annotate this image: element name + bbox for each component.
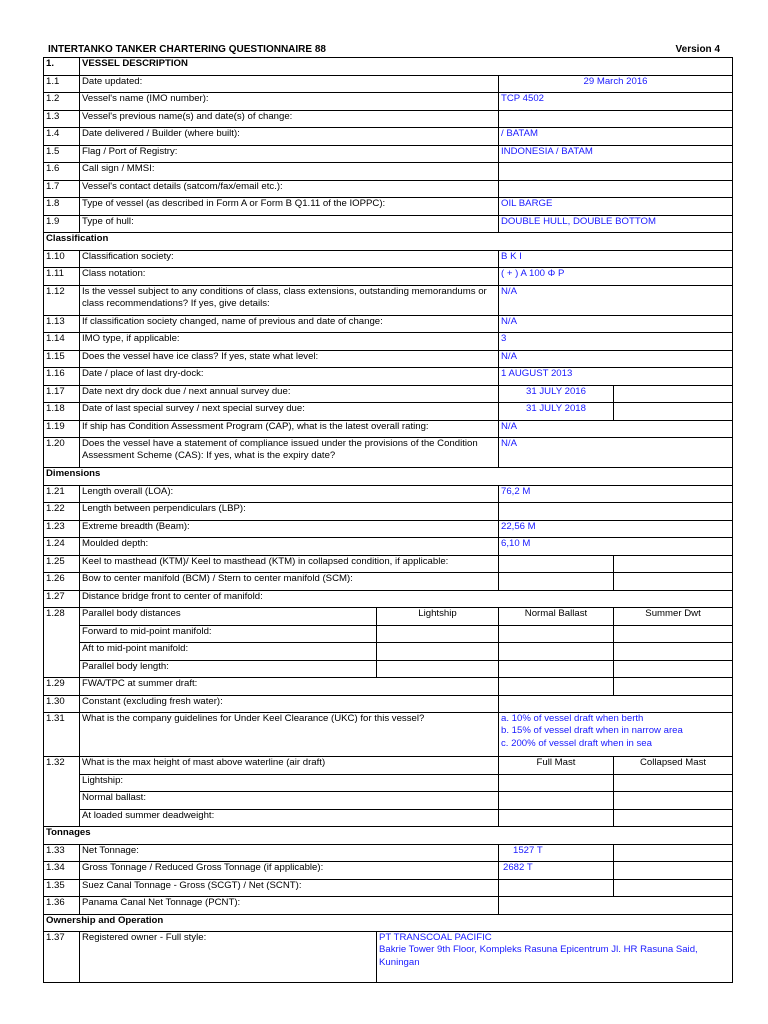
row-question: Type of hull: <box>80 215 499 233</box>
row-number: 1.13 <box>44 315 80 333</box>
row-answer[interactable]: B K I <box>499 250 733 268</box>
row-number: 1.16 <box>44 368 80 386</box>
row-number: 1.7 <box>44 180 80 198</box>
row-question: Panama Canal Net Tonnage (PCNT): <box>80 897 499 915</box>
table-row <box>44 590 733 608</box>
classification-heading: Classification <box>44 233 733 251</box>
row-number: 1.21 <box>44 485 80 503</box>
row-answer[interactable] <box>377 660 499 678</box>
row-question: What is the company guidelines for Under Keel Clearance (UKC) for this vessel? <box>80 713 499 757</box>
table-row <box>44 774 733 792</box>
row-number: 1.31 <box>44 713 80 757</box>
row-answer[interactable]: 31 JULY 2016 <box>499 385 614 403</box>
row-question: Class notation: <box>80 268 499 286</box>
row-question: Does the vessel have a statement of compliance issued under the provisions of the Condition Assessment Scheme (CAS): If yes, what is the expiry date? <box>80 438 499 468</box>
row-number: 1.26 <box>44 573 80 591</box>
table-row <box>44 315 733 333</box>
row-answer[interactable] <box>377 643 499 661</box>
row-number: 1.3 <box>44 110 80 128</box>
owner-address-line2: Kuningan <box>379 956 420 968</box>
row-question: Distance bridge front to center of manifold: <box>80 590 733 608</box>
row-answer[interactable]: 2682 T <box>499 862 614 880</box>
row-question: Parallel body length: <box>80 660 377 678</box>
row-question: Date next dry dock due / next annual survey due: <box>80 385 499 403</box>
column-header-normal-ballast: Normal Ballast <box>499 608 614 626</box>
row-question: FWA/TPC at summer draft: <box>80 678 499 696</box>
row-answer[interactable] <box>499 660 614 678</box>
row-answer[interactable]: N/A <box>499 315 733 333</box>
row-question: Length overall (LOA): <box>80 485 499 503</box>
table-row <box>44 93 733 111</box>
row-number: 1.6 <box>44 163 80 181</box>
table-row <box>44 503 733 521</box>
row-number: 1.35 <box>44 879 80 897</box>
table-row <box>44 844 733 862</box>
table-row <box>44 75 733 93</box>
row-question: Length between perpendiculars (LBP): <box>80 503 499 521</box>
row-answer[interactable]: 31 JULY 2018 <box>499 403 614 421</box>
row-answer[interactable] <box>499 774 614 792</box>
row-answer[interactable] <box>499 678 614 696</box>
page-header <box>44 44 720 57</box>
row-number: 1.17 <box>44 385 80 403</box>
row-question: Does the vessel have ice class? If yes, state what level: <box>80 350 499 368</box>
row-answer-secondary[interactable] <box>614 844 733 862</box>
table-row <box>44 792 733 810</box>
table-row <box>44 333 733 351</box>
table-row <box>44 897 733 915</box>
section-title: VESSEL DESCRIPTION <box>80 58 733 76</box>
subsection-header-row <box>44 914 733 932</box>
table-row <box>44 110 733 128</box>
row-answer[interactable] <box>499 695 733 713</box>
row-question: Parallel body distances <box>80 608 377 626</box>
table-row <box>44 485 733 503</box>
row-number: 1.8 <box>44 198 80 216</box>
row-number: 1.25 <box>44 555 80 573</box>
table-row <box>44 555 733 573</box>
owner-answer[interactable] <box>377 932 733 983</box>
row-question: Keel to masthead (KTM)/ Keel to masthead (KTM) in collapsed condition, if applicable: <box>80 555 499 573</box>
table-row <box>44 538 733 556</box>
row-number: 1.37 <box>44 932 80 983</box>
row-answer[interactable] <box>499 897 733 915</box>
table-row <box>44 809 733 827</box>
table-row <box>44 385 733 403</box>
table-row <box>44 660 733 678</box>
row-answer-secondary[interactable] <box>614 862 733 880</box>
ownership-heading: Ownership and Operation <box>44 914 733 932</box>
column-header-collapsed-mast: Collapsed Mast <box>614 757 733 775</box>
row-number: 1.32 <box>44 757 80 827</box>
ukc-line: a. 10% of vessel draft when berth <box>501 713 644 724</box>
table-row <box>44 180 733 198</box>
row-number: 1.22 <box>44 503 80 521</box>
column-header-full-mast: Full Mast <box>499 757 614 775</box>
row-answer[interactable]: 6,10 M <box>499 538 733 556</box>
row-number: 1.33 <box>44 844 80 862</box>
row-number: 1.9 <box>44 215 80 233</box>
row-answer[interactable]: OIL BARGE <box>499 198 733 216</box>
row-answer[interactable] <box>614 792 733 810</box>
row-answer-secondary[interactable] <box>614 573 733 591</box>
row-answer-secondary[interactable] <box>614 555 733 573</box>
owner-name: PT TRANSCOAL PACIFIC <box>379 932 492 943</box>
row-answer[interactable] <box>614 774 733 792</box>
table-row <box>44 420 733 438</box>
table-row <box>44 643 733 661</box>
row-answer[interactable] <box>614 809 733 827</box>
row-question: At loaded summer deadweight: <box>80 809 499 827</box>
row-answer[interactable] <box>614 625 733 643</box>
row-number: 1.29 <box>44 678 80 696</box>
section-header-row <box>44 58 733 76</box>
row-answer[interactable]: 29 March 2016 <box>499 75 733 93</box>
row-number: 1.1 <box>44 75 80 93</box>
row-answer-secondary[interactable] <box>614 385 733 403</box>
table-row <box>44 350 733 368</box>
row-question: Suez Canal Tonnage - Gross (SCGT) / Net (SCNT): <box>80 879 499 897</box>
subsection-header-row <box>44 233 733 251</box>
row-answer[interactable] <box>614 643 733 661</box>
row-number: 1.34 <box>44 862 80 880</box>
row-answer[interactable]: TCP 4502 <box>499 93 733 111</box>
table-row <box>44 879 733 897</box>
table-row <box>44 215 733 233</box>
row-number: 1.18 <box>44 403 80 421</box>
owner-address: Bakrie Tower 9th Floor, Kompleks Rasuna Epicentrum Jl. HR Rasuna Said, <box>379 944 698 956</box>
section-number: 1. <box>44 58 80 76</box>
row-question: Flag / Port of Registry: <box>80 145 499 163</box>
row-question: Is the vessel subject to any conditions of class, class extensions, outstanding memorandums or class recommendations? If yes, give details: <box>80 285 499 315</box>
version-label: Version 4 <box>675 44 720 55</box>
row-answer[interactable]: 22,56 M <box>499 520 733 538</box>
row-number: 1.19 <box>44 420 80 438</box>
row-question: Lightship: <box>80 774 499 792</box>
table-row <box>44 713 733 757</box>
row-answer[interactable]: ( + ) A 100 Φ P <box>499 268 733 286</box>
row-question: Normal ballast: <box>80 792 499 810</box>
row-answer[interactable] <box>499 110 733 128</box>
table-row <box>44 128 733 146</box>
ukc-answer[interactable] <box>499 713 733 757</box>
row-number: 1.27 <box>44 590 80 608</box>
ukc-line: c. 200% of vessel draft when in sea <box>501 737 652 749</box>
row-number: 1.36 <box>44 897 80 915</box>
row-question: Vessel's previous name(s) and date(s) of change: <box>80 110 499 128</box>
row-answer[interactable] <box>499 163 733 181</box>
table-row <box>44 145 733 163</box>
row-answer[interactable] <box>499 792 614 810</box>
subsection-header-row <box>44 827 733 845</box>
table-row <box>44 520 733 538</box>
row-number: 1.5 <box>44 145 80 163</box>
table-row <box>44 368 733 386</box>
table-row <box>44 268 733 286</box>
questionnaire-table <box>43 57 733 983</box>
row-answer[interactable]: 1 AUGUST 2013 <box>499 368 733 386</box>
row-answer[interactable] <box>377 625 499 643</box>
row-answer[interactable]: INDONESIA / BATAM <box>499 145 733 163</box>
row-answer[interactable] <box>499 573 614 591</box>
row-number: 1.10 <box>44 250 80 268</box>
row-answer[interactable]: N/A <box>499 420 733 438</box>
row-number: 1.24 <box>44 538 80 556</box>
table-row <box>44 403 733 421</box>
row-question: Classification society: <box>80 250 499 268</box>
row-question: If ship has Condition Assessment Program (CAP), what is the latest overall rating: <box>80 420 499 438</box>
table-row <box>44 438 733 468</box>
row-answer[interactable] <box>499 809 614 827</box>
row-question: Date updated: <box>80 75 499 93</box>
row-answer[interactable]: N/A <box>499 285 733 315</box>
row-answer[interactable] <box>614 660 733 678</box>
table-row <box>44 862 733 880</box>
row-question: Bow to center manifold (BCM) / Stern to center manifold (SCM): <box>80 573 499 591</box>
row-answer[interactable] <box>499 643 614 661</box>
row-question: Date delivered / Builder (where built): <box>80 128 499 146</box>
row-number: 1.14 <box>44 333 80 351</box>
row-question: Vessel's name (IMO number): <box>80 93 499 111</box>
table-row <box>44 757 733 775</box>
row-answer[interactable]: DOUBLE HULL, DOUBLE BOTTOM <box>499 215 733 233</box>
row-answer[interactable] <box>499 879 614 897</box>
table-row <box>44 695 733 713</box>
column-header-summer-dwt: Summer Dwt <box>614 608 733 626</box>
row-answer[interactable]: / BATAM <box>499 128 733 146</box>
table-row <box>44 163 733 181</box>
row-question: What is the max height of mast above waterline (air draft) <box>80 757 499 775</box>
row-answer[interactable]: 76,2 M <box>499 485 733 503</box>
row-answer-secondary[interactable] <box>614 403 733 421</box>
row-number: 1.30 <box>44 695 80 713</box>
row-number: 1.20 <box>44 438 80 468</box>
row-answer[interactable]: N/A <box>499 350 733 368</box>
tonnages-heading: Tonnages <box>44 827 733 845</box>
row-answer[interactable]: N/A <box>499 438 733 468</box>
table-row <box>44 250 733 268</box>
row-question: Registered owner - Full style: <box>80 932 377 983</box>
row-number: 1.23 <box>44 520 80 538</box>
row-question: Vessel's contact details (satcom/fax/email etc.): <box>80 180 499 198</box>
table-row <box>44 198 733 216</box>
table-row <box>44 625 733 643</box>
row-number: 1.15 <box>44 350 80 368</box>
dimensions-heading: Dimensions <box>44 468 733 486</box>
row-question: Type of vessel (as described in Form A or Form B Q1.11 of the IOPPC): <box>80 198 499 216</box>
row-question: Moulded depth: <box>80 538 499 556</box>
row-answer[interactable] <box>499 625 614 643</box>
row-question: IMO type, if applicable: <box>80 333 499 351</box>
row-question: Date / place of last dry-dock: <box>80 368 499 386</box>
row-number: 1.12 <box>44 285 80 315</box>
row-number: 1.11 <box>44 268 80 286</box>
table-row <box>44 932 733 983</box>
row-question: Date of last special survey / next special survey due: <box>80 403 499 421</box>
row-answer[interactable]: 3 <box>499 333 733 351</box>
table-row <box>44 608 733 626</box>
row-answer[interactable] <box>499 503 733 521</box>
row-question: If classification society changed, name of previous and date of change: <box>80 315 499 333</box>
table-row <box>44 678 733 696</box>
row-question: Gross Tonnage / Reduced Gross Tonnage (if applicable): <box>80 862 499 880</box>
row-question: Call sign / MMSI: <box>80 163 499 181</box>
column-header-lightship: Lightship <box>377 608 499 626</box>
table-row <box>44 573 733 591</box>
questionnaire-title: INTERTANKO TANKER CHARTERING QUESTIONNAIRE 88 <box>48 44 326 55</box>
row-answer-secondary[interactable] <box>614 879 733 897</box>
row-number: 1.4 <box>44 128 80 146</box>
table-row <box>44 285 733 315</box>
row-question: Forward to mid-point manifold: <box>80 625 377 643</box>
row-answer[interactable] <box>499 180 733 198</box>
ukc-line: b. 15% of vessel draft when in narrow area <box>501 725 683 737</box>
subsection-header-row <box>44 468 733 486</box>
row-number: 1.28 <box>44 608 80 678</box>
row-answer[interactable] <box>499 555 614 573</box>
row-question: Extreme breadth (Beam): <box>80 520 499 538</box>
row-answer[interactable]: 1527 T <box>499 844 614 862</box>
row-question: Aft to mid-point manifold: <box>80 643 377 661</box>
row-number: 1.2 <box>44 93 80 111</box>
row-question: Constant (excluding fresh water): <box>80 695 499 713</box>
row-question: Net Tonnage: <box>80 844 499 862</box>
row-answer-secondary[interactable] <box>614 678 733 696</box>
